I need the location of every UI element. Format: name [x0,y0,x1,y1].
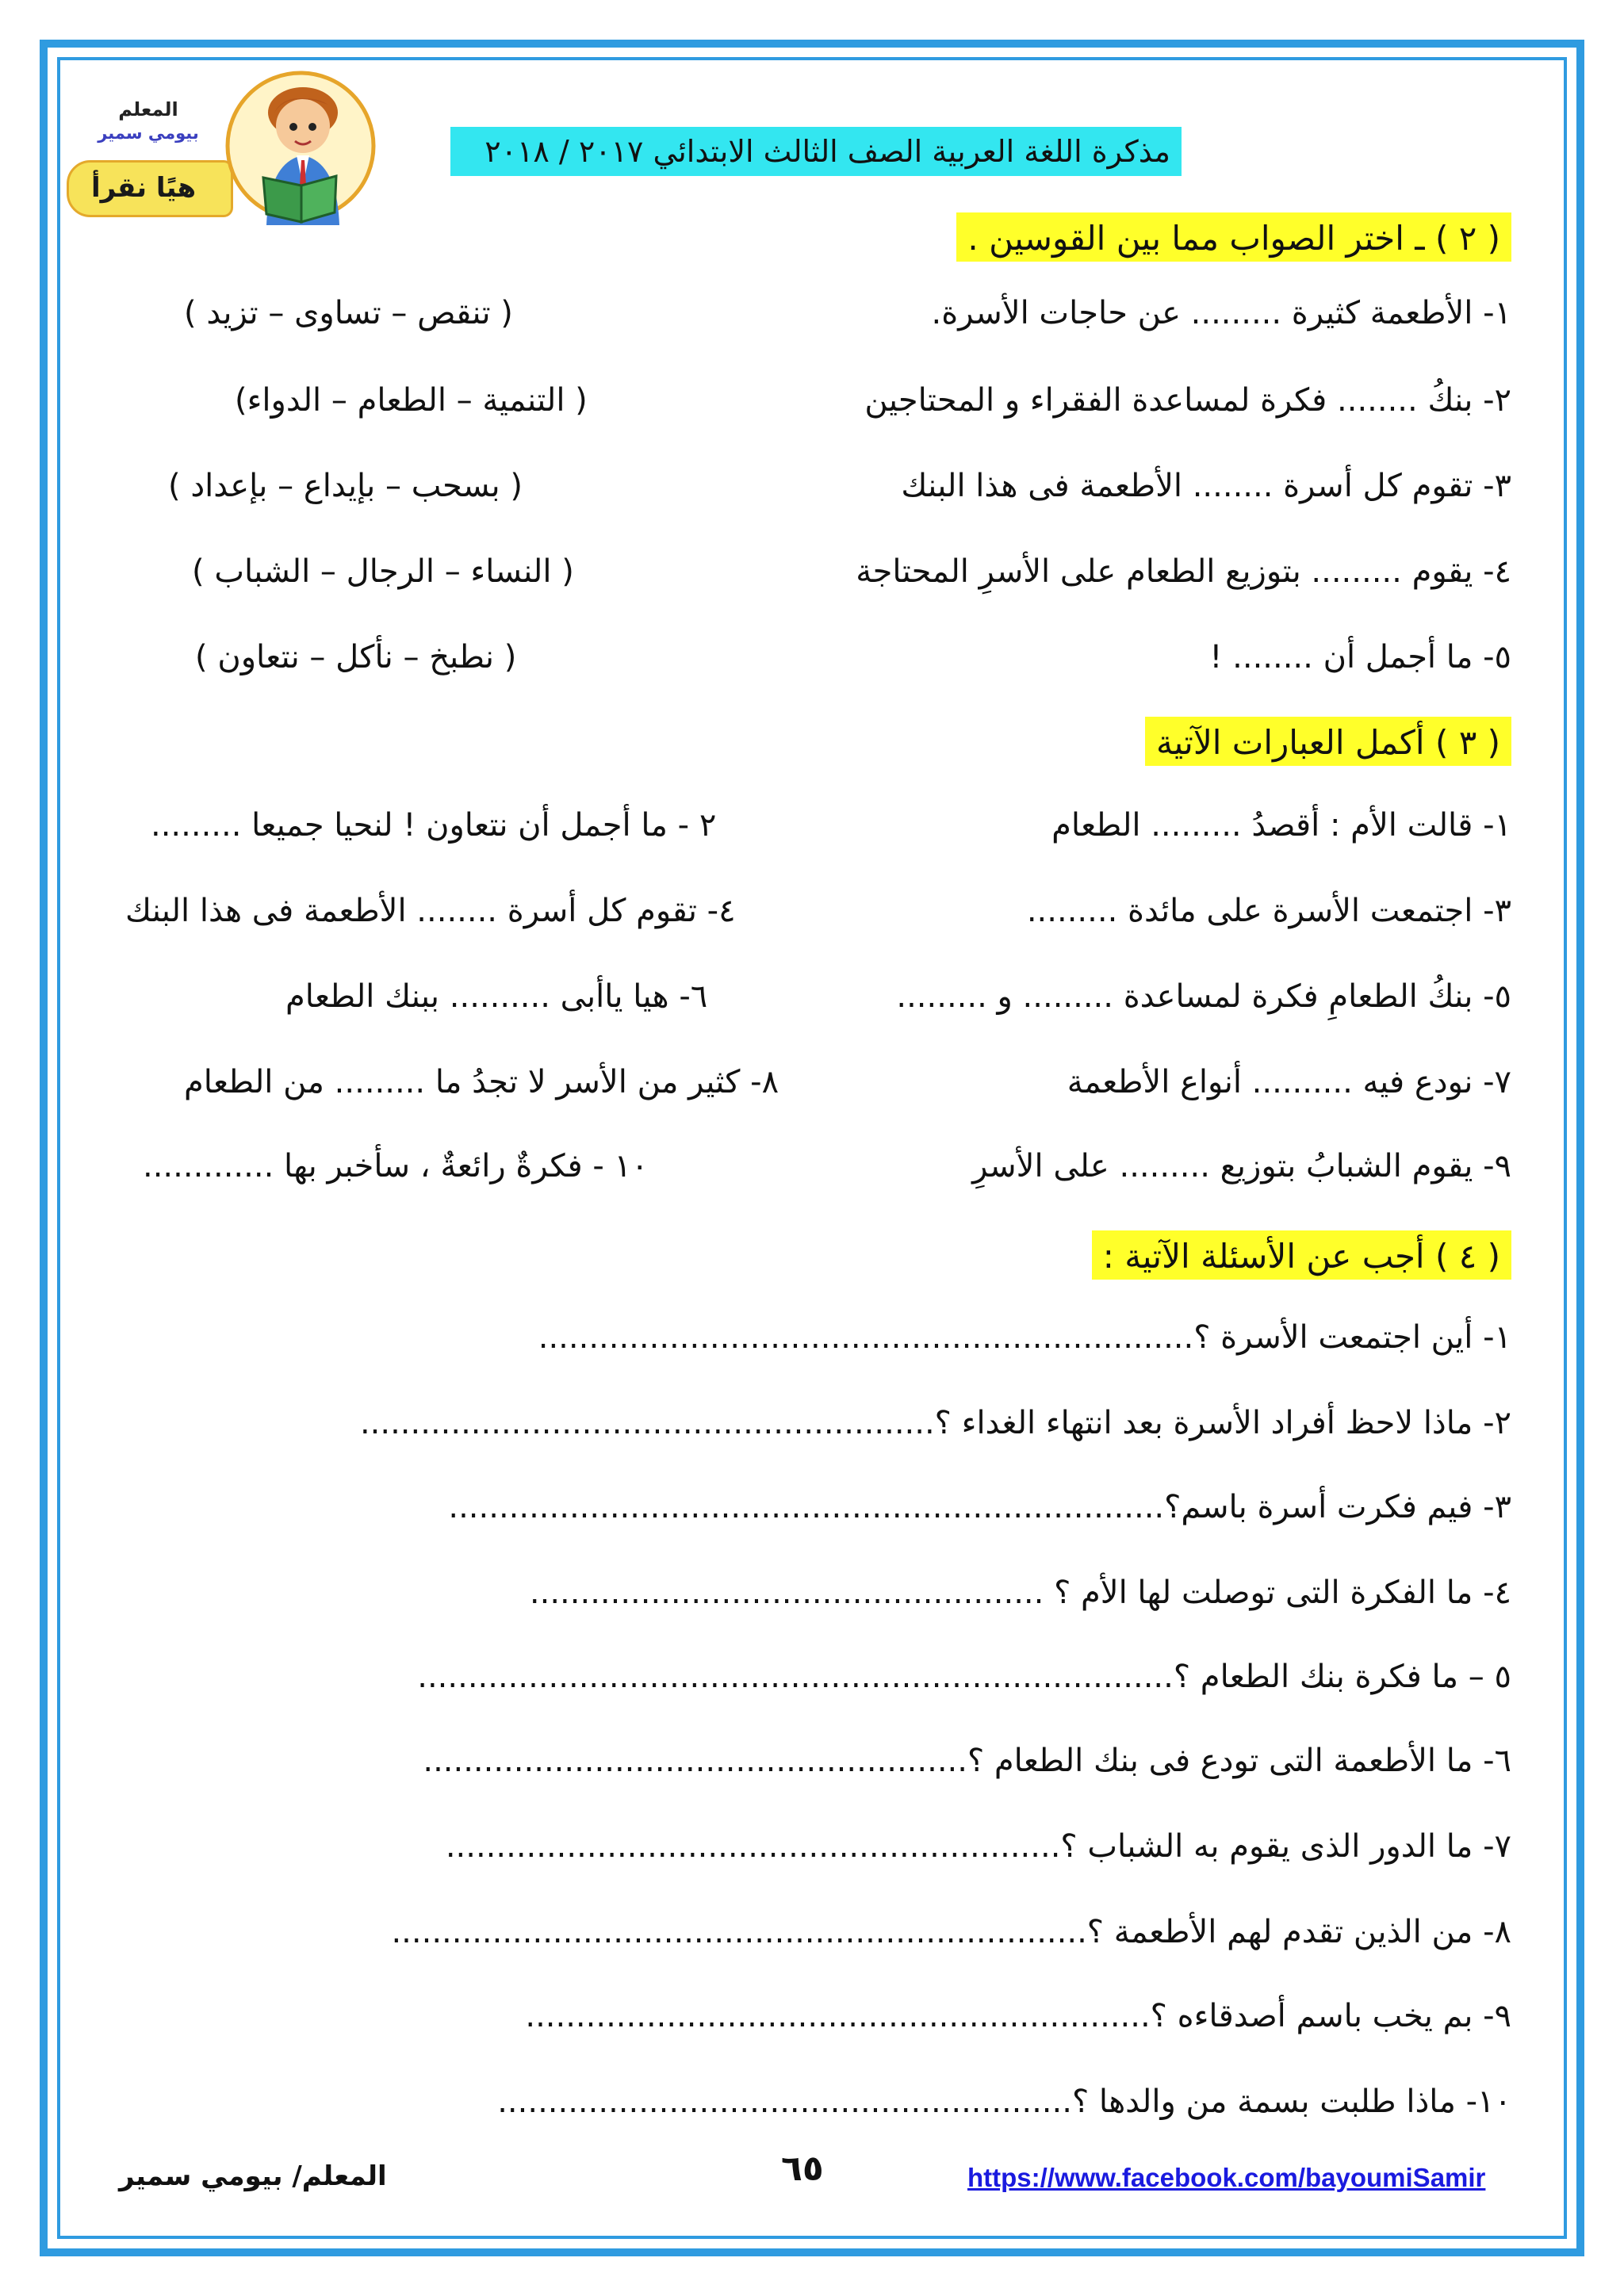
section-4-question-8: ٨- من الذين تقدم لهم الأطعمة ؟..................................................................... [391,1914,1511,1950]
section-4-question-4: ٤- ما الفكرة التى توصلت لها الأم ؟ ................................................... [529,1575,1511,1611]
section-2-question-2: ٢- بنكُ ........ فكرة لمساعدة الفقراء و المحتاجين [864,382,1511,419]
section-4-question-6: ٦- ما الأطعمة التى تودع فى بنك الطعام ؟...................................................... [423,1743,1511,1779]
section-2-choices-1: ( تنقص – تساوى – تزيد ) [184,295,513,331]
section-4-question-1: ١- أين اجتمعت الأسرة ؟................................................................. [538,1319,1511,1356]
section-3-item-3: ٣- اجتمعت الأسرة على مائدة ......... [1026,893,1511,929]
section-3-item-9: ٩- يقوم الشبابُ بتوزيع ......... على الأسرِ [972,1148,1511,1184]
section-4-question-5: ٥ – ما فكرة بنك الطعام ؟........................................................................... [417,1659,1511,1695]
section-3-item-7: ٧- نودع فيه .......... أنواع الأطعمة [1067,1064,1511,1100]
logo-badge-text: هيًا نقرأ [91,172,197,204]
section-4-question-3: ٣- فيم فكرت أسرة باسم؟....................................................................... [448,1489,1511,1525]
document-title-banner [450,127,1182,176]
section-4-question-10: ١٠- ماذا طلبت بسمة من والدها ؟......................................................... [497,2084,1511,2120]
footer-facebook-link[interactable]: https://www.facebook.com/bayoumiSamir [967,2163,1486,2192]
header-logo [67,67,368,233]
section-4-heading-text: ( ٤ ) أجب عن الأسئلة الآتية : [1102,1237,1500,1276]
section-2-question-5: ٥- ما أجمل أن ........ ! [1209,639,1511,675]
section-3-item-4: ٤- تقوم كل أسرة ........ الأطعمة فى هذا البنك [125,893,736,929]
section-2-question-4: ٤- يقوم ......... بتوزيع الطعام على الأسرِ المحتاجة [856,553,1511,590]
section-2-choices-5: ( نطبخ – نأكل – نتعاون ) [195,639,517,675]
section-4-heading [1092,1230,1511,1280]
section-2-choices-3: ( بسحب – بإيداع – بإعداد ) [168,468,523,504]
section-3-item-2: ٢ - ما أجمل أن نتعاون ! لنحيا جميعا ......... [151,807,717,844]
section-3-heading-text: ( ٣ ) أكمل العبارات الآتية [1155,723,1500,762]
logo-badge [67,160,233,217]
section-3-item-6: ٦- هيا ياأبى .......... ببنك الطعام [285,978,708,1015]
section-2-question-3: ٣- تقوم كل أسرة ........ الأطعمة فى هذا البنك [901,468,1511,504]
section-2-heading [956,212,1511,262]
page-number: ٦٥ [781,2149,824,2189]
section-3-item-10: ١٠ - فكرةٌ رائعةٌ ، سأخبر بها ............. [143,1148,649,1184]
section-4-question-9: ٩- بم يخب باسم أصدقاءه ؟.............................................................. [525,1998,1511,2034]
section-3-item-5: ٥- بنكُ الطعامِ فكرة لمساعدة ......... و ......... [896,978,1511,1015]
section-4-question-7: ٧- ما الدور الذى يقوم به الشباب ؟............................................................. [445,1828,1511,1865]
footer-teacher-name: المعلم/ بيومي سمير [119,2160,387,2192]
reading-boy-illustration [225,67,376,225]
logo-teacher-label: المعلم [118,98,178,121]
section-3-item-1: ١- قالت الأم : أقصدُ ......... الطعام [1051,807,1511,844]
section-3-heading [1145,717,1511,766]
section-2-choices-2: ( التنمية – الطعام – الدواء) [235,382,588,419]
section-2-question-1: ١- الأطعمة كثيرة ......... عن حاجات الأسرة. [931,295,1511,331]
logo-teacher-name: بيومي سمير [98,124,199,143]
document-title: مذكرة اللغة العربية الصف الثالث الابتدائي ٢٠١٧ / ٢٠١٨ [485,134,1170,169]
section-2-heading-text: ( ٢ ) ـ اختر الصواب مما بين القوسين . [967,219,1500,258]
section-2-choices-4: ( النساء – الرجال – الشباب ) [192,553,574,590]
section-3-item-8: ٨- كثير من الأسر لا تجدُ ما ......... من الطعام [184,1064,779,1100]
section-4-question-2: ٢- ماذا لاحظ أفراد الأسرة بعد انتهاء الغداء ؟......................................................... [359,1405,1511,1441]
